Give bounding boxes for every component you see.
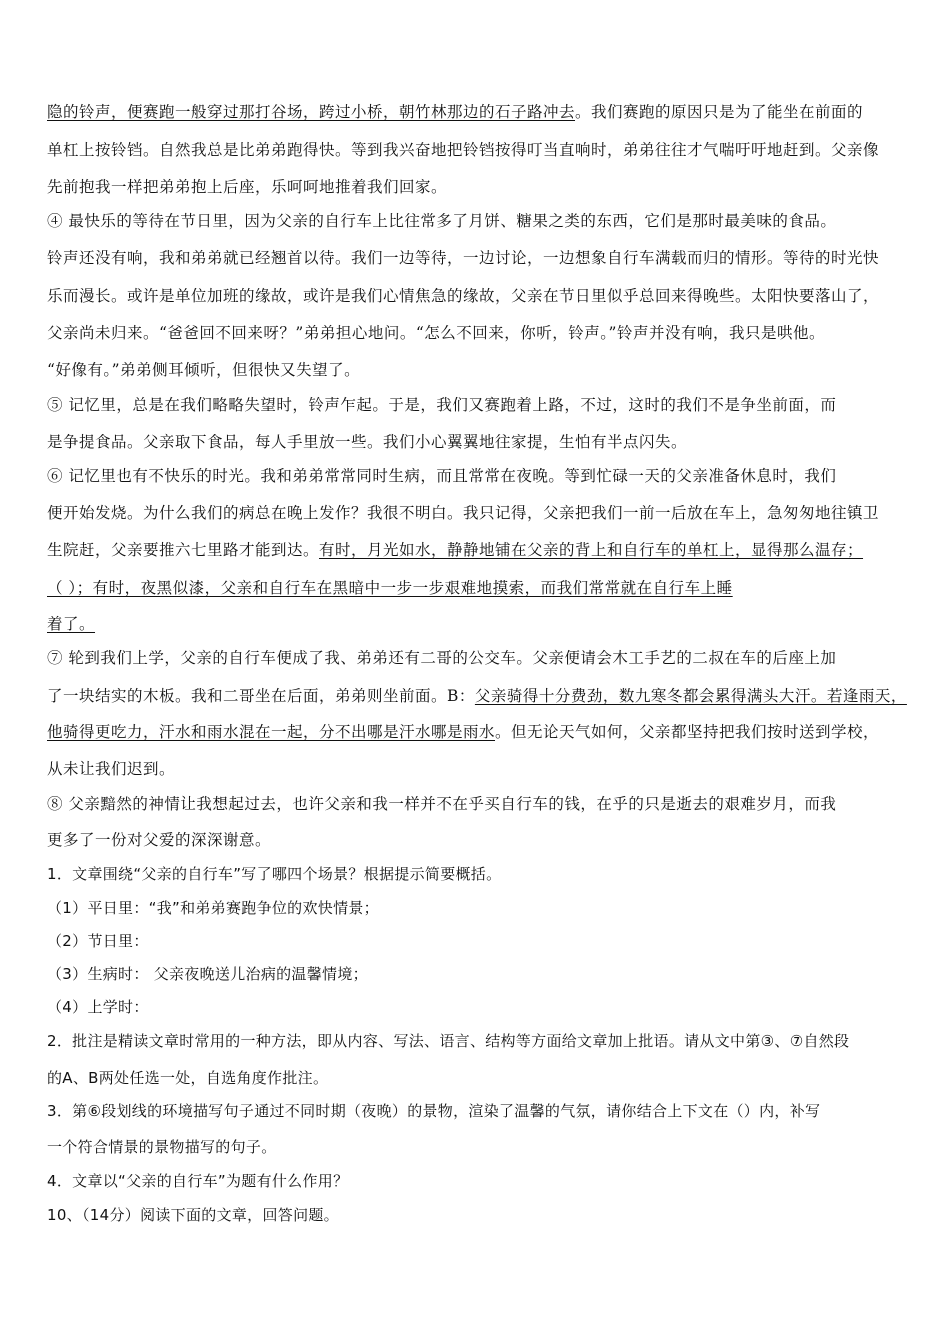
p4-line-3: 乐而漫长。或许是单位加班的缘故，或许是我们心情焦急的缘故，父亲在节日里似乎总回来得晚些。太阳快要落山了， — [47, 287, 880, 305]
p5-line-2: 是争提食品。父亲取下食品，每人手里放一些。我们小心翼翼地往家提，生怕有半点闪失。 — [47, 433, 688, 451]
underlined-environment-sentence-2: （ ）；有时，夜黑似漆，父亲和自行车在黑暗中一步一步艰难地摸索，而我们常常就在自行车上睡 — [47, 579, 733, 597]
underlined-environment-sentence-1: 有时，月光如水，静静地铺在父亲的背上和自行车的单杠上，显得那么温存； — [319, 541, 864, 559]
p4-line-4: 父亲尚未归来。“爸爸回不回来呀？”弟弟担心地问。“怎么不回来，你听，铃声。”铃声并没有响，我只是哄他。 — [47, 324, 825, 342]
p7-line-3-rest: 。但无论天气如何，父亲都坚持把我们按时送到学校， — [495, 723, 880, 741]
question-1-item-3: （3）生病时： 父亲夜晚送儿治病的温馨情境； — [47, 965, 368, 983]
p6-line-3-plain: 生院赶，父亲要推六七里路才能到达。 — [47, 541, 320, 559]
p3-line-3: 先前抱我一样把弟弟抱上后座，乐呵呵地推着我们回家。 — [47, 178, 448, 196]
p6-line-3 — [47, 540, 907, 560]
question-3-line-1: 3．第⑥段划线的环境描写句子通过不同时期（夜晚）的景物，渲染了温馨的气氛，请你结合上下文在（）内，补写 — [47, 1102, 821, 1120]
question-4: 4．文章以“父亲的自行车”为题有什么作用？ — [47, 1172, 349, 1190]
p7-line-1: ⑦ 轮到我们上学，父亲的自行车便成了我、弟弟还有二哥的公交车。父亲便请会木工手艺的二叔在车的后座上加 — [47, 649, 837, 667]
question-2-line-2: 的A、B两处任选一处，自选角度作批注。 — [47, 1069, 329, 1087]
p4-line-1: ④ 最快乐的等待在节日里，因为父亲的自行车上比往常多了月饼、糖果之类的东西，它们是那时最美味的食品。 — [47, 212, 837, 230]
p4-line-2: 铃声还没有响，我和弟弟就已经翘首以待。我们一边等待，一边讨论，一边想象自行车满载而归的情形。等待的时光快 — [47, 249, 880, 267]
underlined-sentence-b-cont: 他骑得更吃力，汗水和雨水混在一起，分不出哪是汗水哪是雨水 — [47, 723, 496, 741]
p4-line-5: “好像有。”弟弟侧耳倾听，但很快又失望了。 — [47, 361, 361, 379]
question-1-item-1: （1）平日里：“我”和弟弟赛跑争位的欢快情景； — [47, 899, 379, 917]
p6-line-5 — [47, 614, 907, 634]
question-2-line-1: 2．批注是精读文章时常用的一种方法，即从内容、写法、语言、结构等方面给文章加上批语。请从文中第③、⑦自然段 — [47, 1032, 850, 1050]
question-1: 1．文章围绕“父亲的自行车”写了哪四个场景？根据提示简要概括。 — [47, 865, 502, 883]
p7-line-2 — [47, 686, 907, 706]
p3-line-2: 单杠上按铃铛。自然我总是比弟弟跑得快。等到我兴奋地把铃铛按得叮当直响时，弟弟往往才气喘吁吁地赶到。父亲像 — [47, 141, 880, 159]
underlined-sentence-a: 隐的铃声，便赛跑一般穿过那打谷场，跨过小桥，朝竹林那边的石子路冲去 — [47, 103, 576, 121]
p8-line-2: 更多了一份对父爱的深深谢意。 — [47, 831, 272, 849]
p8-line-1: ⑧ 父亲黯然的神情让我想起过去，也许父亲和我一样并不在乎买自行车的钱，在乎的只是逝去的艰难岁月，而我 — [47, 795, 837, 813]
p7-line-2-plain: 了一块结实的木板。我和二哥坐在后面，弟弟则坐前面。B： — [47, 687, 475, 705]
p7-line-4: 从未让我们迟到。 — [47, 760, 176, 778]
question-1-item-2: （2）节日里： — [47, 932, 149, 950]
p6-line-2: 便开始发烧。为什么我们的病总在晚上发作？我很不明白。我只记得，父亲把我们一前一后放在车上，急匆匆地往镇卫 — [47, 504, 880, 522]
underlined-sentence-b: 父亲骑得十分费劲，数九寒冬都会累得满头大汗。若逢雨天， — [474, 687, 907, 705]
section-10-heading: 10、（14分）阅读下面的文章，回答问题。 — [47, 1206, 339, 1224]
question-3-line-2: 一个符合情景的景物描写的句子。 — [47, 1138, 277, 1156]
p5-line-1: ⑤ 记忆里，总是在我们略略失望时，铃声乍起。于是，我们又赛跑着上路，不过，这时的我们不是争坐前面，而 — [47, 396, 837, 414]
p3-line-1-rest: 。我们赛跑的原因只是为了能坐在前面的 — [575, 103, 864, 121]
question-1-item-4: （4）上学时： — [47, 998, 149, 1016]
p6-line-1: ⑥ 记忆里也有不快乐的时光。我和弟弟常常同时生病，而且常常在夜晚。等到忙碌一天的父亲准备休息时，我们 — [47, 467, 837, 485]
p3-line-1 — [47, 102, 907, 122]
p7-line-3 — [47, 722, 907, 742]
underlined-environment-sentence-end: 着了。 — [47, 615, 96, 633]
